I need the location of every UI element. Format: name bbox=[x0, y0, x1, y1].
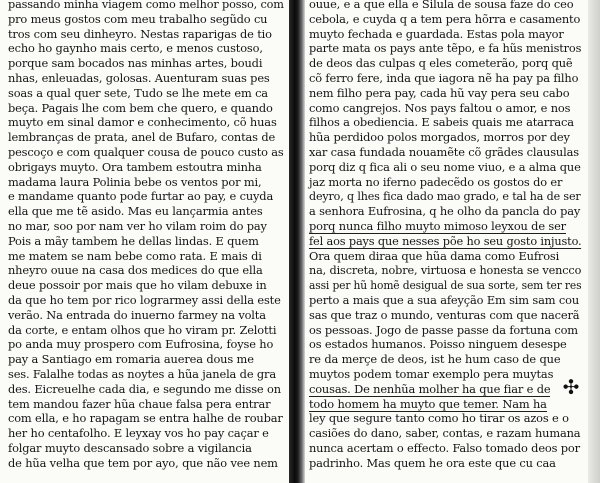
text-line: a senhora Eufrosina, q he olho da pancla do pay bbox=[309, 204, 581, 219]
text-line: her ho centafolho. E leyxay vos ho pay caçar e bbox=[8, 426, 269, 441]
text-line: de hũa velha que tem por ayo, que não vee nem bbox=[8, 455, 278, 470]
text-line: cõ ferro fere, inda que iagora nẽ ha pay pa filho bbox=[309, 71, 579, 85]
right-page bbox=[305, 0, 588, 483]
text-line: folgar muyto descansado sobre a vigilancia bbox=[8, 441, 252, 455]
text-line: tem mandou fazer hũa chaue falsa pera entrar bbox=[8, 396, 271, 411]
text-line: os pessoas. Jogo de passe passe da fortuna com bbox=[309, 322, 578, 337]
text-line: madama laura Polinia bebe os ventos por mi, bbox=[8, 174, 262, 189]
text-line: os estados humanos. Poisso ninguem desespe bbox=[309, 337, 567, 352]
left-page bbox=[0, 0, 289, 483]
text-line: filhos a obediencia. E sabeis quais me atarraca bbox=[309, 115, 574, 130]
text-line: todo homem ha muyto que temer. Nam ha bbox=[309, 396, 547, 411]
text-line: pay a Santiago em romaria auerea dous me bbox=[8, 352, 254, 367]
text-line: nheyro ouue na casa dos medices do que ella bbox=[8, 263, 263, 278]
text-line: re da merçe de deos, ist he hum caso de que bbox=[309, 352, 561, 367]
text-line: perto a mais que a sua afeyção Em sim sam cou bbox=[309, 293, 580, 307]
text-line: assi per hũ homẽ desigual de sua sorte, sem ter res bbox=[309, 278, 582, 293]
text-line: parte mata os pays ante tẽpo, e fa hũs menistros bbox=[309, 41, 582, 56]
text-line: ses. Falalhe todas as noytes a hũa janela de gra bbox=[8, 367, 276, 381]
text-line: beça. Pagais lhe com bem che quero, e quando bbox=[8, 100, 273, 115]
text-line: nunca acertam o effecto. Falso tomado deos por bbox=[309, 441, 580, 455]
text-line: Pois a mãy tambem he dellas lindas. E quem bbox=[8, 233, 259, 248]
page-edge bbox=[588, 0, 600, 483]
text-line: fel aos pays que nesses põe ho seu gosto injusto. bbox=[309, 233, 582, 248]
text-line: porque sam bocados nas minhas artes, boudi bbox=[8, 56, 263, 71]
text-line: xar casa fundada nouamẽte cõ grãdes clausulas bbox=[309, 145, 579, 159]
text-line: de deos das culpas q eles cometerão, porq quẽ bbox=[309, 56, 573, 71]
text-line: da que ho tem por rico lograrmey assi della este bbox=[8, 293, 281, 307]
text-line: casiões do dano, saber, contas, e razam humana bbox=[309, 426, 581, 441]
text-line: echo ho gaynho mais certo, e menos custoso, bbox=[8, 41, 263, 56]
text-line: deyro, q lhes fica dado mao grado, e tal ha de ser bbox=[309, 189, 581, 204]
text-line: muytos podem tomar exemplo pera muytas bbox=[309, 367, 554, 381]
text-line: pro meus gostos com meu trabalho segũdo cu bbox=[8, 11, 268, 26]
text-line: sas que traz o mundo, venturas com que nacerã bbox=[309, 307, 580, 322]
text-line: como cangrejos. Nos pays faltou o amor, e nos bbox=[309, 100, 571, 115]
text-line: pescoço e com qualquer cousa de pouco custo as bbox=[8, 145, 284, 159]
text-line: ella que me tẽ asido. Mas eu lançarmia antes bbox=[8, 204, 263, 219]
text-line: ley que segure tanto como ho tirar os azos e o bbox=[309, 411, 569, 426]
text-line: na, discreta, nobre, virtuosa e honesta se vencco bbox=[309, 263, 582, 278]
text-line: cebola, e cuyda q a tem pera hõrra e casamento bbox=[309, 11, 581, 26]
text-line: hũa perdidoo polos morgados, morros por dey bbox=[309, 130, 570, 145]
text-line: muyto fechada e guardada. Estas pola mayor bbox=[309, 26, 564, 41]
text-line: me matem se nam bebe como rata. E mais di bbox=[8, 248, 262, 263]
text-line: Ora quem diraa que hũa dama como Eufrosi bbox=[309, 248, 560, 263]
margin-ornament-icon: ✣ bbox=[562, 375, 580, 399]
text-line: po anda muy prospero com Eufrosina, foyse ho bbox=[8, 337, 274, 352]
text-line: lembranças de prata, anel de Bufaro, contas de bbox=[8, 130, 276, 145]
text-line: verão. Na entrada do inuerno farmey na volta bbox=[8, 307, 266, 322]
text-line: obrigays muyto. Ora tambem estoutra minha bbox=[8, 159, 262, 174]
text-line: deue possoir por mais que ho vilam debuxe in bbox=[8, 278, 267, 293]
text-line: e mandame quanto pode furtar ao pay, e cuyda bbox=[8, 189, 274, 204]
text-line: nhas, enleuadas, golosas. Auenturam suas pes bbox=[8, 71, 270, 85]
text-line: soas a qual quer sete, Tudo se lhe mete em ca bbox=[8, 85, 268, 100]
text-line: no mar, soo por nam ver ho vilam roim do pay bbox=[8, 219, 267, 233]
text-line: cousas. De nenhũa molher ha que fiar e de bbox=[309, 381, 551, 396]
text-line: jaz morta no iferno padecẽdo os gostos do er bbox=[309, 174, 563, 189]
text-line: com ella, e ho rapagam se entra halhe de roubar bbox=[8, 411, 283, 426]
text-line: passando minha viagem como melhor posso, com bbox=[8, 0, 284, 11]
text-line: muyto em sinal damor e conhecimento, cõ huas bbox=[8, 115, 277, 130]
text-line: tros com seu dinheyro. Nestas raparigas de tio bbox=[8, 26, 272, 41]
text-line: porq nunca filho muyto mimoso leyxou de ser bbox=[309, 219, 566, 233]
text-line: des. Eicreuelhe cada dia, e segundo me disse on bbox=[8, 381, 281, 396]
text-line: da corte, e entam olhos que ho viram pr. Zelotti bbox=[8, 322, 277, 337]
text-line: ouue, e a que ella e Silula de sousa faze do ceo bbox=[309, 0, 574, 11]
text-line: nem filho pera pay, cada hũ vay pera seu cabo bbox=[309, 85, 570, 100]
text-line: porq diz q fica ali o seu nome viuo, e a alma que bbox=[309, 159, 581, 174]
book-gutter bbox=[289, 0, 305, 483]
text-line: padrinho. Mas quem he ora este que cu caa bbox=[309, 455, 556, 470]
